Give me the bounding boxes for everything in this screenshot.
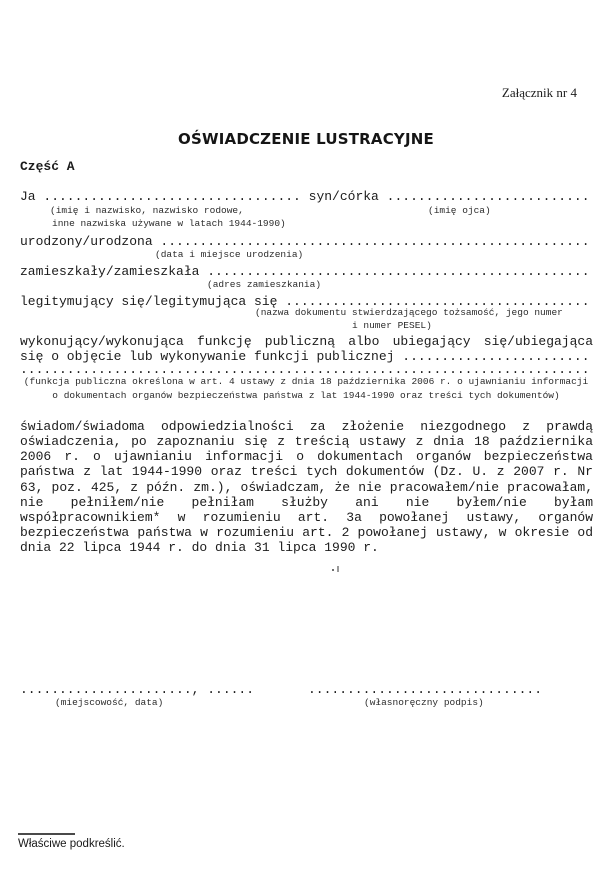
identity-field-note-line1: (nazwa dokumentu stwierdzającego tożsamość, jego numer	[255, 307, 563, 318]
footnote-text: Właściwe podkreślić.	[18, 838, 125, 850]
document-title: OŚWIADCZENIE LUSTRACYJNE	[178, 130, 434, 148]
place-date-label: (miejscowość, data)	[55, 697, 164, 708]
public-function-note-line2: o dokumentach organów bezpieczeństwa państwa z lat 1944-1990 oraz treści tych dokumentów)	[52, 390, 560, 401]
birth-field-line: urodzony/urodzona .......................................................	[20, 234, 590, 249]
declaration-paragraph	[20, 419, 593, 555]
handwritten-signature-line: ..............................	[308, 682, 543, 697]
declaration-line: świadom/świadoma odpowiedzialności za złożenie niezgodnego z prawdą	[20, 419, 593, 434]
name-field-note-left: (imię i nazwisko, nazwisko rodowe,	[50, 205, 244, 216]
public-function-line1: wykonujący/wykonująca funkcję publiczną albo ubiegający się/ubiegająca	[20, 334, 593, 349]
residence-field-note: (adres zamieszkania)	[207, 279, 322, 290]
other-names-note: inne nazwiska używane w latach 1944-1990)	[52, 218, 286, 229]
declaration-line: dnia 22 lipca 1944 r. do dnia 31 lipca 1990 r.	[20, 540, 379, 556]
section-a-heading: Część A	[20, 159, 75, 174]
declaration-line: nie pełniłem/nie pełniłam służby ani nie byłem/nie byłam	[20, 494, 593, 510]
attachment-number-label: Załącznik nr 4	[501, 85, 577, 100]
public-function-dotted-line: .........................................................................	[20, 362, 590, 377]
public-function-line2: się o objęcie lub wykonywanie funkcji publicznej ........................	[20, 349, 590, 364]
footnote-separator-rule	[18, 833, 75, 835]
declaration-line: oświadczenia, po zapoznaniu się z treścią ustawy z dnia 18 października	[20, 434, 593, 450]
residence-field-line: zamieszkały/zamieszkała .................................................	[20, 264, 590, 279]
identity-field-note-line2: i numer PESEL)	[352, 320, 432, 331]
declaration-line: bezpieczeństwa państwa w rozumieniu art. 2 powołanej ustawy, w okresie od	[20, 525, 593, 541]
declaration-line: państwa z lat 1944-1990 oraz treści tych dokumentów (Dz. U. z 2007 r. Nr	[20, 464, 593, 480]
declaration-line: współpracownikiem* w rozumieniu art. 3a powołanej ustawy, organów	[20, 509, 593, 525]
fathers-name-note: (imię ojca)	[428, 205, 491, 216]
birth-field-note: (data i miejsce urodzenia)	[155, 249, 304, 260]
handwritten-signature-label: (własnoręczny podpis)	[364, 697, 484, 708]
public-function-note-line1: (funkcja publiczna określona w art. 4 ustawy z dnia 18 października 2006 r. o ujawnianiu informacji	[23, 376, 589, 387]
declaration-line: 63, poz. 425, z późn. zm.), oświadczam, że nie pracowałem/nie pracowałam,	[20, 479, 593, 495]
scan-artifact	[332, 566, 340, 573]
declaration-line: 2006 r. o ujawnianiu informacji o dokumentach organów bezpieczeństwa	[20, 449, 593, 465]
name-field-line: Ja ................................. syn/córka ..........................	[20, 189, 590, 204]
place-date-signature-line: ......................, ......	[20, 682, 255, 697]
identity-field-line: legitymujący się/legitymująca się .......................................	[20, 294, 590, 309]
